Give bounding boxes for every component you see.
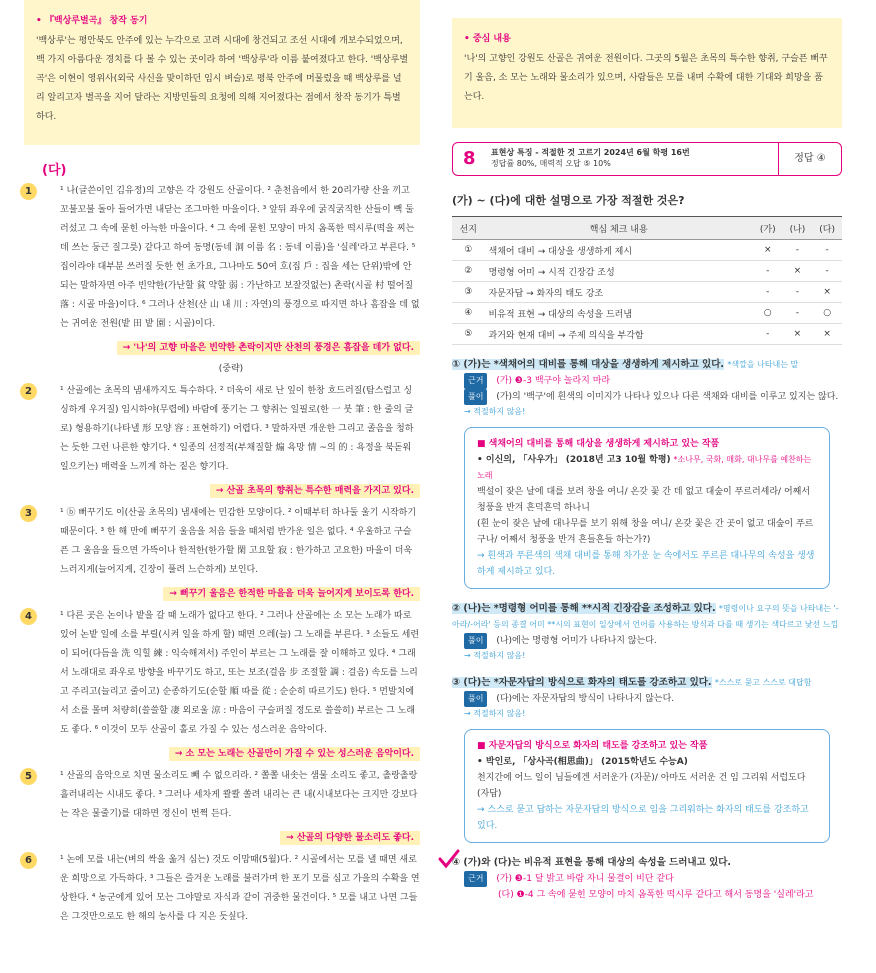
table-cell: × — [812, 324, 842, 345]
table-header-cell: (가) — [753, 217, 783, 240]
paragraph-summary — [42, 483, 420, 496]
core-content-box — [452, 18, 842, 128]
table-cell: ④ — [452, 303, 485, 324]
table-cell: - — [753, 261, 783, 282]
table-row — [452, 240, 842, 261]
table-cell: ② — [452, 261, 485, 282]
table-cell: ○ — [753, 303, 783, 324]
option-2-explanation — [452, 633, 842, 649]
table-cell: - — [812, 240, 842, 261]
passage — [25, 182, 420, 927]
option-4-evidence-1: (가) ❸-1 달 밝고 바람 자니 물결이 비단 같다 — [496, 874, 674, 884]
option-1-title: ① (가)는 *색채어의 대비를 통해 대상을 생생하게 제시하고 있다. — [452, 359, 725, 370]
table-cell: 색채어 대비 → 대상을 생생하게 제시 — [485, 240, 753, 261]
paragraph-text: ¹ 산골에는 초목의 냄새까지도 특수하다. ² 더욱이 새로 난 잎이 한창 흐드러질(탐스럽고 싱싱하게 우거질) 임시하야(무렵에) 바람에 풍기는 그 향취는 일필로(한 一 붓 筆 : 한 줄의 글로) 형용하기(나타낼 形 모양 容 : 표현하기) 어렵다. ³ 말하자면 개운한 그리고 졸음을 청하는 듯한 그런 나른한 향기다. ⁴ 일종의 선정적(부채질할 煽 욕망 情 ~의 的 : 욕정을 북돋워 일으키는) 매력을 느끼게 하는 짙은 향기다. — [60, 386, 414, 472]
table-cell: 과거와 현재 대비 → 주제 의식을 부각함 — [485, 324, 753, 345]
example-source — [477, 754, 817, 770]
intro-text: '백상루'는 평안북도 안주에 있는 누각으로 고려 시대에 창건되고 조선 시대에 개보수되었으며, 백 가지 아름다운 경치를 다 볼 수 있는 곳이라 하여 '백상루'라 이름 붙여졌다고 한다. '백상루별곡'은 이현이 영위사(외국 사신을 맞이하던 임시 벼슬)로 평북 안주에 머물렀을 때 백상루를 널리 알리고자 별곡을 지어 달라는 지방민들의 요청에 의해 지어졌다는 점에서 창작 동기가 특별하다. — [36, 36, 409, 122]
table-cell: × — [812, 282, 842, 303]
example-line-1: 천지간에 어느 일이 님들에겐 서러운가 (자문)/ 아마도 서러운 건 임 그리워 서럽도다 (자답) — [477, 773, 806, 799]
paragraph-summary — [42, 340, 420, 353]
table-body — [452, 240, 842, 345]
paragraph-number: 1 — [20, 183, 37, 200]
passage-paragraph — [25, 767, 420, 824]
left-column — [24, 0, 420, 929]
paragraph-summary-text: → '나'의 고향 마을은 빈약한 촌락이지만 산천의 풍경은 흠잡을 데가 없다. — [117, 341, 420, 355]
table-cell: - — [783, 240, 813, 261]
passage-paragraph — [25, 851, 420, 927]
paragraph-summary-text: → 뻐꾸기 울음은 한적한 마을을 더욱 늘어지게 보이도록 한다. — [163, 587, 420, 601]
table-cell: - — [753, 282, 783, 303]
table-row — [452, 324, 842, 345]
option-2-title: ② (나)는 *명령형 어미를 통해 **시적 긴장감을 조성하고 있다. — [452, 603, 716, 614]
table-cell: - — [753, 324, 783, 345]
example-source-title: • 박인로, 「상사곡(相思曲)」 (2015학년도 수능A) — [477, 757, 688, 767]
example-source — [477, 452, 817, 484]
example-line-2: (흰 눈이 잦은 날에 대나무를 보기 위해 창을 여니/ 온갖 꽃은 간 곳이 없고 대숲이 푸르구나/ 어째서 청풍을 반겨 흔들흔들 하는가?) — [477, 519, 814, 545]
option-1-evidence-text: (가) ❸-3 백구야 놀라지 마라 — [496, 376, 611, 386]
paragraph-number: 6 — [20, 852, 37, 869]
option-4 — [452, 855, 842, 871]
example-box-heading: ■ 자문자답의 방식으로 화자의 태도를 강조하고 있는 작품 — [477, 741, 708, 751]
paragraph-summary-text: → 소 모는 노래는 산골만이 가질 수 있는 성스러운 음악이다. — [169, 747, 420, 761]
table-cell: ○ — [812, 303, 842, 324]
option-1-evidence — [452, 373, 842, 389]
example-source-note: *소나무, 국화, 매화, 대나무를 예찬하는 노래 — [477, 455, 812, 480]
table-cell: ⑤ — [452, 324, 485, 345]
option-4-evidence — [452, 871, 842, 903]
option-3-title: ③ (다)는 *자문자답의 방식으로 화자의 태도를 강조하고 있다. — [452, 677, 712, 688]
paragraph-summary-text: → 산골 초목의 향취는 특수한 매력을 가지고 있다. — [210, 484, 420, 498]
paragraph-summary — [42, 830, 420, 843]
passage-paragraph — [25, 607, 420, 740]
evidence-tag: 근거 — [464, 871, 487, 887]
checkmark-icon — [438, 849, 460, 869]
question-header — [452, 142, 842, 176]
option-2-verdict: → 적절하지 않음! — [464, 651, 526, 660]
table-row — [452, 282, 842, 303]
table-cell: 자문자답 → 화자의 태도 강조 — [485, 282, 753, 303]
option-3-note: *스스로 묻고 스스로 대답함 — [714, 678, 812, 687]
option-1-note: *색깔을 나타내는 말 — [727, 360, 799, 369]
option-1-example-box — [464, 427, 830, 589]
paragraph-summary — [42, 746, 420, 759]
paragraph-text: ¹ 나(글쓴이인 김유정)의 고향은 각 강원도 산골이다. ² 춘천읍에서 한 20리가량 산을 끼고 꼬불꼬불 돌아 들어가면 내닫는 조그마한 마을이다. ³ 앞뒤 좌우에 굵직굵직한 산들이 빽 둘러섰고 그 속에 묻힌 아늑한 마을이다. ⁴ 그 속에 묻힌 모양이 마치 옴폭한 떡시루(떡을 찌는 데 쓰는 둥근 질그릇) 같다고 하여 동명(동네 洞 이름 名 : 동네 이름)을 '실레'라고 부른다. ⁵ 집이라야 대부분 쓰러질 듯한 헌 초가요, 그나마도 50여 호(집 戶 : 집을 세는 단위)밖에 안 되는 말하자면 아주 빈약한(가난할 貧 약할 弱 : 가난하고 보잘것없는) 촌락(시골 村 떨어질 落 : 시골 마을)이다. ⁶ 그러나 산천(산 山 내 川 : 자연)의 풍경으로 따지면 하나 흠잡을 데 없는 귀여운 전원(밭 田 밭 園 : 시골)이다. — [60, 186, 420, 329]
explanation-tag: 풀이 — [464, 389, 487, 405]
question-meta — [491, 147, 690, 169]
option-3-explanation — [452, 691, 842, 707]
table-header-cell: 핵심 체크 내용 — [485, 217, 753, 240]
table-row — [452, 261, 842, 282]
paragraph-number: 2 — [20, 383, 37, 400]
table-cell: ① — [452, 240, 485, 261]
table-cell: × — [753, 240, 783, 261]
paragraph-text: ¹ 논에 모를 내는(벼의 싹을 옮겨 심는) 것도 이맘때(5월)다. ² 시골에서는 모를 낼 때면 새로운 희망으로 가득하다. ³ 그들은 즐겨운 노래를 불러가며 한 포기 모를 심고 가을의 수확을 연상한다. ⁴ 농군에게 있어 모는 그야말로 자식과 같이 귀중한 물건이다. ⁵ 모를 내고 나면 그들은 그것만으로도 한 해의 농사를 다 지은 듯싶다. — [60, 855, 420, 922]
option-1 — [452, 357, 842, 373]
check-table — [452, 216, 842, 345]
answer-label: 정답 ④ — [778, 143, 841, 175]
paragraph-number: 5 — [20, 768, 37, 785]
table-cell: × — [783, 261, 813, 282]
paragraph-text: ¹ ⓑ 뻐꾸기도 이(산골 초목의) 냄새에는 민감한 모양이다. ² 이때부터 하나둘 울기 시작하기 때문이다. ³ 한 해 만에 뻐꾸기 울음을 처음 들을 때처럼 반가운 일은 없다. ⁴ 우울하고 구슬픈 그 울음을 들으면 가뜩이나 한적한(한가할 閑 고요할 寂 : 한가하고 고요한) 마을이 더욱 느러지게(늘어지게, 긴장이 풀려 느슨하게) 보인다. — [60, 508, 417, 575]
option-3-example-box — [464, 729, 830, 843]
explanation-tag: 풀이 — [464, 691, 487, 707]
core-heading: • 중심 내용 — [464, 34, 511, 44]
right-column — [452, 0, 842, 903]
paragraph-text: ¹ 산골의 음악으로 치면 물소리도 빼 수 없으리라. ² 쫄쫄 내솟는 샘물 소리도 좋고, 촐랑촐랑 흘러내리는 시내도 좋다. ³ 그러나 세차게 콸콸 쏠려 내리는 큰 내(시내보다는 크지만 강보다는 작은 물줄기)를 대하면 정신이 번쩍 든다. — [60, 771, 418, 819]
option-4-title: ④ (가)와 (다)는 비유적 표현을 통해 대상의 속성을 드러내고 있다. — [452, 857, 732, 868]
option-2-explanation-text: (나)에는 명령형 어미가 나타나지 않는다. — [496, 636, 657, 646]
table-cell: × — [783, 324, 813, 345]
question-number: 8 — [463, 148, 476, 169]
example-line-1: 백설이 잦은 날에 대를 보려 창을 여니/ 온갖 꽃 간 데 없고 대숲이 푸르러셰라/ 어째서 청풍을 반겨 흔덕흔덕 하나니 — [477, 487, 811, 513]
passage-paragraph — [25, 382, 420, 477]
option-1-explanation — [452, 389, 842, 405]
table-cell: - — [812, 261, 842, 282]
question-stem: (가) ~ (다)에 대한 설명으로 가장 적절한 것은? — [452, 194, 685, 207]
option-1-explanation-text: (가)의 '백구'에 흰색의 이미지가 나타나 있으나 다른 색채와 대비를 이루고 있지는 않다. — [496, 392, 839, 402]
option-3-explanation-text: (다)에는 자문자답의 방식이 나타나지 않는다. — [496, 694, 675, 704]
table-cell: - — [783, 282, 813, 303]
paragraph-number: 3 — [20, 505, 37, 522]
intro-box — [24, 0, 420, 145]
option-3-verdict: → 적절하지 않음! — [464, 709, 526, 718]
table-cell: - — [783, 303, 813, 324]
example-line-2: → 스스로 묻고 답하는 자문자답의 방식으로 임을 그리워하는 화자의 태도를 강조하고 있다. — [477, 805, 809, 831]
option-4-evidence-2: (다) ❶-4 그 속에 묻힌 모양이 마치 옴폭한 떡시루 같다고 해서 동명을 '실레'라고 — [498, 890, 814, 900]
table-header-row — [452, 217, 842, 240]
option-1-verdict: → 적절하지 않음! — [464, 407, 526, 416]
paragraph-text: ¹ 다른 곳은 논이나 밭을 갈 때 노래가 없다고 한다. ² 그러나 산골에는 소 모는 노래가 따로 있어 논밭 일에 소를 부릴(시켜 일을 하게 할) 때면 으레(늘) 그 노래를 부른다. ³ 소들도 세련이 되어(다듬을 洗 익힐 練 : 익숙해져서) 주인이 부르는 그 노래를 잘 이해하고 있다. ⁴ 그래서 노래대로 좌우로 방향을 바꾸기도 하고, 또는 보조(걸음 步 조절할 調 : 걸음) 속도를 느리고 주리고(늘리고 줄이고) 순종하기도(순할 順 따를 從 : 순순히 따르기도) 한다. ⁵ 먼발치에서 소를 몰며 처량히(쓸쓸할 凄 외로울 涼 : 마음이 구슬퍼질 정도로 쓸쓸히) 부르는 그 노래도 좋다. ⁶ 이것이 모두 산골이 홀로 가질 수 있는 성스러운 음악이다. — [60, 611, 420, 735]
section-title: (다) — [42, 163, 67, 178]
example-source-title: • 이신의, 「사우가」 (2018년 고3 10월 학평) — [477, 455, 671, 465]
question-type: 표현상 특징 - 적절한 것 고르기 2024년 6월 학평 16번 — [491, 148, 690, 157]
explanation-tag: 풀이 — [464, 633, 487, 649]
example-box-heading: ■ 색채어의 대비를 통해 대상을 생생하게 제시하고 있는 작품 — [477, 439, 720, 449]
table-cell: 비유적 표현 → 대상의 속성을 드러냄 — [485, 303, 753, 324]
intro-heading: • 『백상루별곡』 창작 동기 — [36, 16, 148, 26]
example-line-3: → 흰색과 푸른색의 색채 대비를 통해 차가운 눈 속에서도 푸르른 대나무의 속성을 생생하게 제시하고 있다. — [477, 551, 815, 577]
table-row — [452, 303, 842, 324]
paragraph-summary-text: → 산골의 다양한 물소리도 좋다. — [280, 831, 420, 845]
option-2 — [452, 601, 842, 633]
option-2-note: *명령이나 요구의 뜻을 나타내는 '-아라/-어라' 등의 종결 어미 **시의 표현이 일상에서 언어를 사용하는 방식과 다를 때 생기는 색다르고 낯선 느낌 — [452, 604, 839, 629]
question-rate: 정답률 80%, 매력적 오답 ⑤ 10% — [491, 159, 611, 168]
passage-paragraph — [25, 182, 420, 334]
omitted-label: (중략) — [218, 364, 244, 374]
core-text: '나'의 고향인 강원도 산골은 귀여운 전원이다. 그곳의 5월은 초목의 특수한 향취, 구슬픈 뻐꾸기 울음, 소 모는 노래와 물소리가 있으며, 사람들은 모를 내며 수확에 대한 기대와 희망을 품는다. — [464, 54, 828, 102]
table-header-cell: (나) — [783, 217, 813, 240]
paragraph-number: 4 — [20, 608, 37, 625]
table-cell: 명령형 어미 → 시적 긴장감 조성 — [485, 261, 753, 282]
table-header-cell: (다) — [812, 217, 842, 240]
paragraph-summary — [42, 586, 420, 599]
table-header-cell: 선지 — [452, 217, 485, 240]
evidence-tag: 근거 — [464, 373, 487, 389]
table-cell: ③ — [452, 282, 485, 303]
option-3 — [452, 675, 842, 691]
passage-paragraph — [25, 504, 420, 580]
